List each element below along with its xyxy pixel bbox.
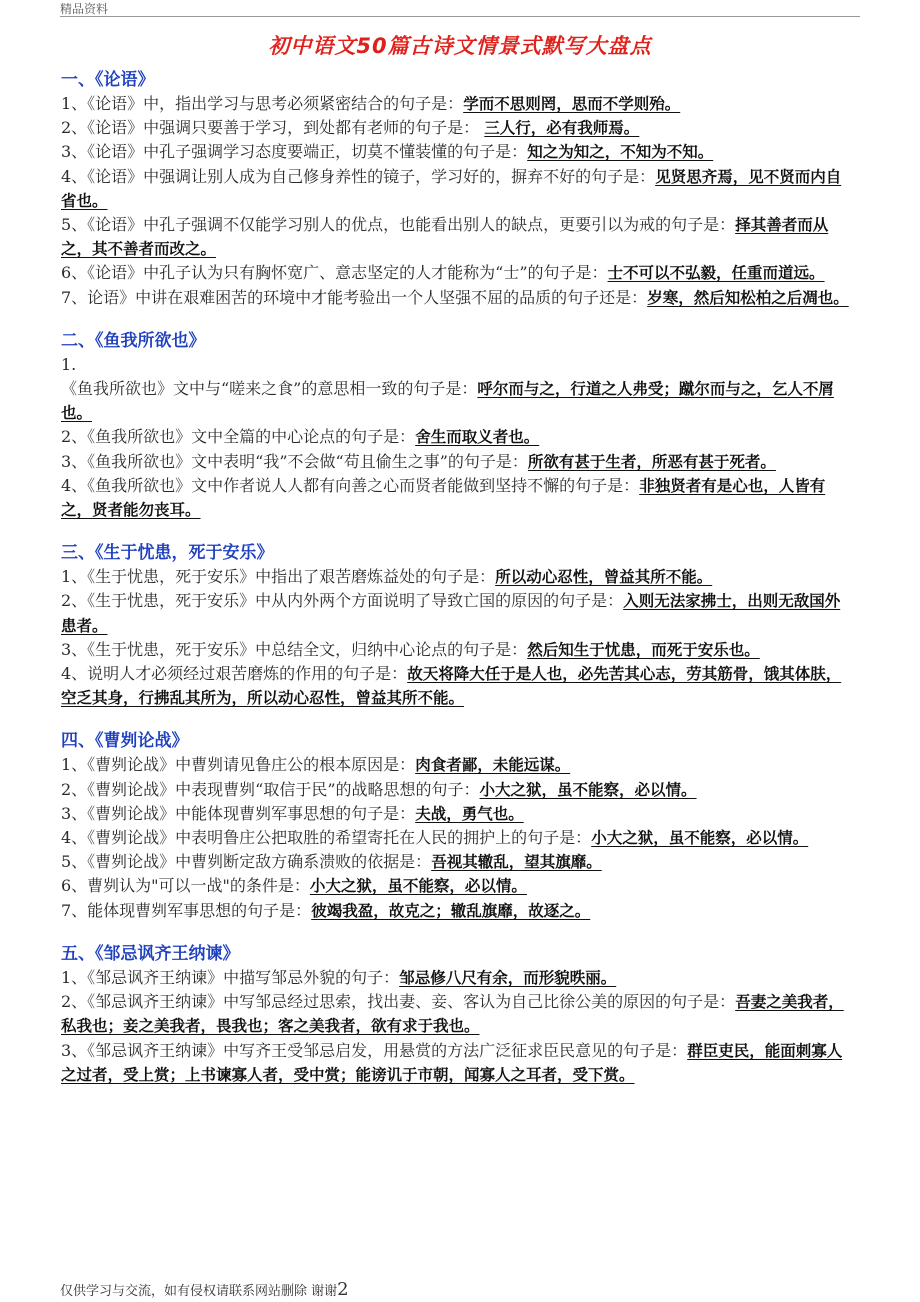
section: [61, 942, 851, 1087]
section: [61, 541, 851, 710]
question-item: [61, 261, 851, 285]
answer-text: 所以动心忍性，曾益其所不能。: [495, 568, 713, 587]
question-item: [61, 966, 851, 990]
answer-text: 入则无法家拂士，出则无敌国外患者。: [61, 592, 841, 635]
question-text: 1. 《鱼我所欲也》文中与“嗟来之食”的意思相一致的句子是：: [61, 354, 478, 399]
question-item: [61, 165, 851, 213]
question-text: 2、《邹忌讽齐王纳谏》中写邹忌经过思索，找出妻、妾、客认为自己比徐公美的原因的句子是：: [61, 992, 736, 1012]
question-item: [61, 990, 851, 1038]
question-item: [61, 1039, 851, 1087]
answer-text: 小大之狱，虽不能察，必以情。: [591, 829, 809, 848]
answer-text: 邹忌修八尺有余，而形貌昳丽。: [399, 968, 617, 987]
question-text: 4、《鱼我所欲也》文中作者说人人都有向善之心而贤者能做到坚持不懈的句子是：: [61, 475, 640, 495]
header-rule: [60, 16, 860, 17]
question-text: 1、《邹忌讽齐王纳谏》中描写邹忌外貌的句子：: [61, 967, 400, 987]
question-item: [61, 92, 851, 116]
question-item: [61, 850, 851, 874]
question-text: 2、《鱼我所欲也》文中全篇的中心论点的句子是：: [61, 427, 416, 447]
section-title: 一、《论语》: [61, 70, 155, 90]
answer-text: 非独贤者有是心也，人皆有之，贤者能勿丧耳。: [61, 476, 826, 520]
answer-text: 肉食者鄙，未能远谋。: [415, 756, 571, 775]
answer-text: 所欲有甚于生者，所恶有甚于死者。: [527, 452, 776, 471]
answer-text: 择其善者而从之，其不善者而改之。: [61, 216, 829, 259]
answer-text: 呼尔而与之，行道之人弗受；蹴尔而与之，乞人不屑也。: [61, 380, 834, 423]
answer-text: 然后知生于忧患，而死于安乐也。: [527, 640, 760, 659]
answer-text: 知之为知之，不知为不知。: [527, 143, 714, 162]
answer-text: 三人行，必有我师焉。: [484, 119, 640, 138]
answer-text: 士不可以不弘毅，任重而道远。: [607, 264, 825, 283]
answer-text: 吾视其辙乱，望其旗靡。: [431, 853, 602, 872]
question-text: 1、《论语》中，指出学习与思考必须紧密结合的句子是：: [61, 94, 464, 113]
document-body: [61, 68, 851, 1106]
question-text: 2、《论语》中强调只要善于学习，到处都有老师的句子是：: [61, 118, 485, 138]
answer-text: 学而不思则罔，思而不学则殆。: [463, 95, 681, 113]
answer-text: 小大之狱，虽不能察，必以情。: [309, 877, 527, 896]
question-text: 3、《曹刿论战》中能体现曹刿军事思想的句子是：: [61, 803, 416, 823]
footer-text: 仅供学习与交流，如有侵权请联系网站删除 谢谢: [60, 1284, 338, 1299]
question-item: [61, 874, 851, 898]
question-text: 1、《曹刿论战》中曹刿请见鲁庄公的根本原因是：: [61, 755, 416, 775]
question-item: [61, 116, 851, 140]
question-text: 5、《论语》中孔子强调不仅能学习别人的优点，也能看出别人的缺点，更要引以为戒的句子是：: [61, 215, 736, 235]
answer-text: 见贤思齐焉，见不贤而内自省也。: [61, 167, 842, 210]
question-text: 6、曹刿认为"可以一战"的条件是：: [61, 876, 310, 896]
question-text: 3、《邹忌讽齐王纳谏》中写齐王受邹忌启发，用悬赏的方法广泛征求臣民意见的句子是：: [61, 1040, 688, 1060]
question-text: 2、《生于忧患，死于安乐》中从内外两个方面说明了导致亡国的原因的句子是：: [61, 591, 624, 611]
section-title: 二、《鱼我所欲也》: [61, 330, 206, 351]
header-label: 精品资料: [60, 2, 109, 16]
question-text: 2、《曹刿论战》中表现曹刿“取信于民”的战略思想的句子：: [61, 779, 480, 799]
question-item: [61, 450, 851, 474]
answer-text: 群臣吏民，能面刺寡人之过者，受上赏；上书谏寡人者，受中赏；能谤讥于市朝，闻寡人之耳者，受下赏。: [61, 1041, 843, 1084]
question-item: [61, 353, 851, 426]
question-item: [61, 213, 851, 261]
question-item: [61, 474, 851, 522]
question-text: 7、论语》中讲在艰难困苦的环境中才能考验出一个人坚强不屈的品质的句子还是：: [61, 287, 648, 307]
section-title: 三、《生于忧患，死于安乐》: [61, 543, 274, 564]
question-item: [61, 565, 851, 589]
page-footer: [60, 1279, 349, 1300]
question-text: 4、《曹刿论战》中表明鲁庄公把取胜的希望寄托在人民的拥护上的句子是：: [61, 828, 592, 848]
section: [61, 729, 851, 922]
question-item: [61, 899, 851, 923]
answer-text: 舍生而取义者也。: [415, 428, 540, 447]
answer-text: 岁寒，然后知松柏之后凋也。: [647, 288, 849, 307]
section-title: 五、《邹忌讽齐王纳谏》: [61, 943, 240, 964]
question-item: [61, 589, 851, 637]
question-item: [61, 753, 851, 777]
section: [61, 68, 851, 310]
section-title: 四、《曹刿论战》: [61, 731, 189, 752]
question-item: [61, 662, 851, 710]
question-item: [61, 826, 851, 850]
question-item: [61, 140, 851, 164]
question-text: 3、《论语》中孔子强调学习态度要端正，切莫不懂装懂的句子是：: [61, 142, 528, 162]
question-item: [61, 802, 851, 826]
question-text: 3、《鱼我所欲也》文中表明“我”不会做“苟且偷生之事”的句子是：: [61, 451, 528, 471]
answer-text: 小大之狱，虽不能察，必以情。: [479, 780, 697, 799]
section: [61, 329, 851, 522]
question-item: [61, 778, 851, 802]
question-text: 1、《生于忧患，死于安乐》中指出了艰苦磨炼益处的句子是：: [61, 567, 496, 587]
question-text: 7、能体现曹刿军事思想的句子是：: [61, 900, 312, 920]
question-item: [61, 286, 851, 310]
document-title: 初中语文50篇古诗文情景式默写大盘点: [268, 34, 652, 58]
answer-text: 吾妻之美我者，私我也；妾之美我者，畏我也；客之美我者，欲有求于我也。: [61, 993, 844, 1036]
question-text: 6、《论语》中孔子认为只有胸怀宽广、意志坚定的人才能称为“士”的句子是：: [61, 263, 608, 283]
question-text: 4、《论语》中强调让别人成为自己修身养性的镜子，学习好的，摒弃不好的句子是：: [61, 166, 656, 186]
answer-text: 夫战，勇气也。: [415, 804, 524, 823]
question-text: 3、《生于忧患，死于安乐》中总结全文，归纳中心论点的句子是：: [61, 639, 528, 659]
page-number: 2: [337, 1279, 349, 1300]
question-text: 5、《曹刿论战》中曹刿断定敌方确系溃败的依据是：: [61, 852, 432, 872]
question-item: [61, 425, 851, 449]
answer-text: 故天将降大任于是人也，必先苦其心志，劳其筋骨，饿其体肤，空乏其身，行拂乱其所为，所以动心忍性，曾益其所不能。: [61, 665, 842, 708]
question-text: 4、说明人才必须经过艰苦磨炼的作用的句子是：: [61, 664, 408, 684]
answer-text: 彼竭我盈，故克之；辙乱旗靡，故逐之。: [311, 901, 591, 920]
question-item: [61, 638, 851, 662]
